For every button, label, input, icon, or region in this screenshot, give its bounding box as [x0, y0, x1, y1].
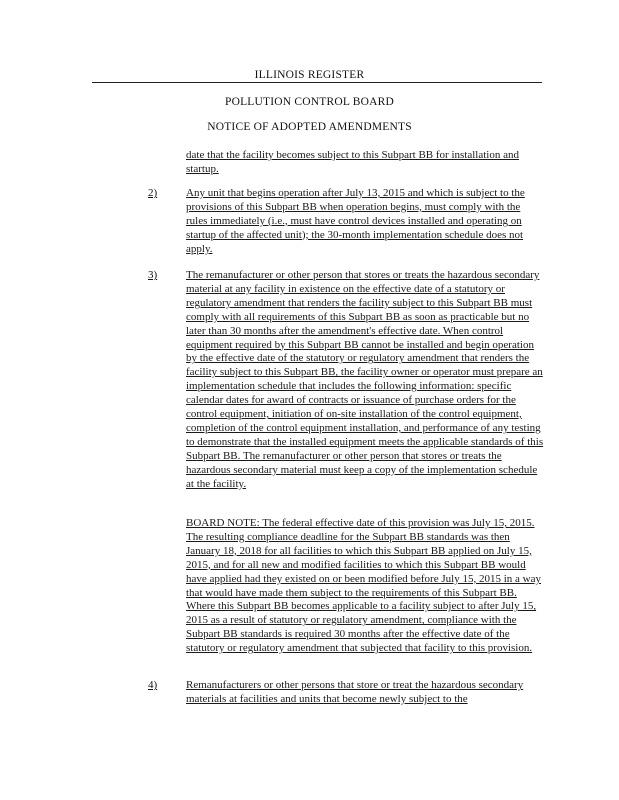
item-text-3: The remanufacturer or other person that stores or treats the hazardous secondary material at any facility in existence on the effective date of a statutory or regulatory amendment that renders the facility subject to this Subpart BB must comply with all requirements of this Subpart BB as soon as practicable but no later than 30 months after the amendment's effective date. When control equipment required by this Subpart BB cannot be installed and begin operation by the effective date of the statutory or regulatory amendment that renders the facility subject to this Subpart BB, the facility owner or operator must prepare an implementation schedule that includes the following information: specific calendar dates for award of contracts or issuance of purchase orders for the control equipment, initiation of on-site installation of the control equipment, completion of the control equipment installation, and performance of any testing to demonstrate that the installed equipment meets the applicable standards of this Subpart BB. The remanufacturer or other person that stores or treats the hazardous secondary material must keep a copy of the implementation schedule at the facility.: [186, 269, 544, 490]
notice-title: NOTICE OF ADOPTED AMENDMENTS: [207, 121, 412, 133]
item-text-4: Remanufacturers or other persons that store or treat the hazardous secondary materials at facilities and units that become newly subject to the: [186, 679, 524, 705]
register-title: ILLINOIS REGISTER: [0, 69, 619, 81]
board-note: BOARD NOTE: The federal effective date of this provision was July 15, 2015. The resulting compliance deadline for the Subpart BB standards was then January 18, 2018 for all facilities to which this Subpart BB applied on July 15, 2015, and for all new and modified facilities to which this Subpart BB would have applied had they existed on or been modified before July 15, 2015 in a way that would have made them subject to the requirements of this Subpart BB. Where this Subpart BB becomes applicable to a facility subject to after July 15, 2015 as a result of statutory or regulatory amendment, compliance with the Subpart BB standards is required 30 months after the effective date of the statutory or regulatory amendment that subjected that facility to this provision.: [186, 517, 541, 655]
item-text-2: Any unit that begins operation after July 13, 2015 and which is subject to the provisions of this Subpart BB when operation begins, must comply with the rules immediately (i.e., must have control devices installed and operating on startup of the affected unit); the 30-month implementation schedule does not apply.: [186, 187, 525, 255]
board-title: POLLUTION CONTROL BOARD: [224, 96, 394, 108]
item-number-3: 3): [148, 269, 158, 281]
item-number-2: 2): [148, 187, 158, 199]
intro-paragraph: date that the facility becomes subject to this Subpart BB for installation and startup.: [186, 149, 519, 175]
item-number-4: 4): [148, 679, 158, 691]
